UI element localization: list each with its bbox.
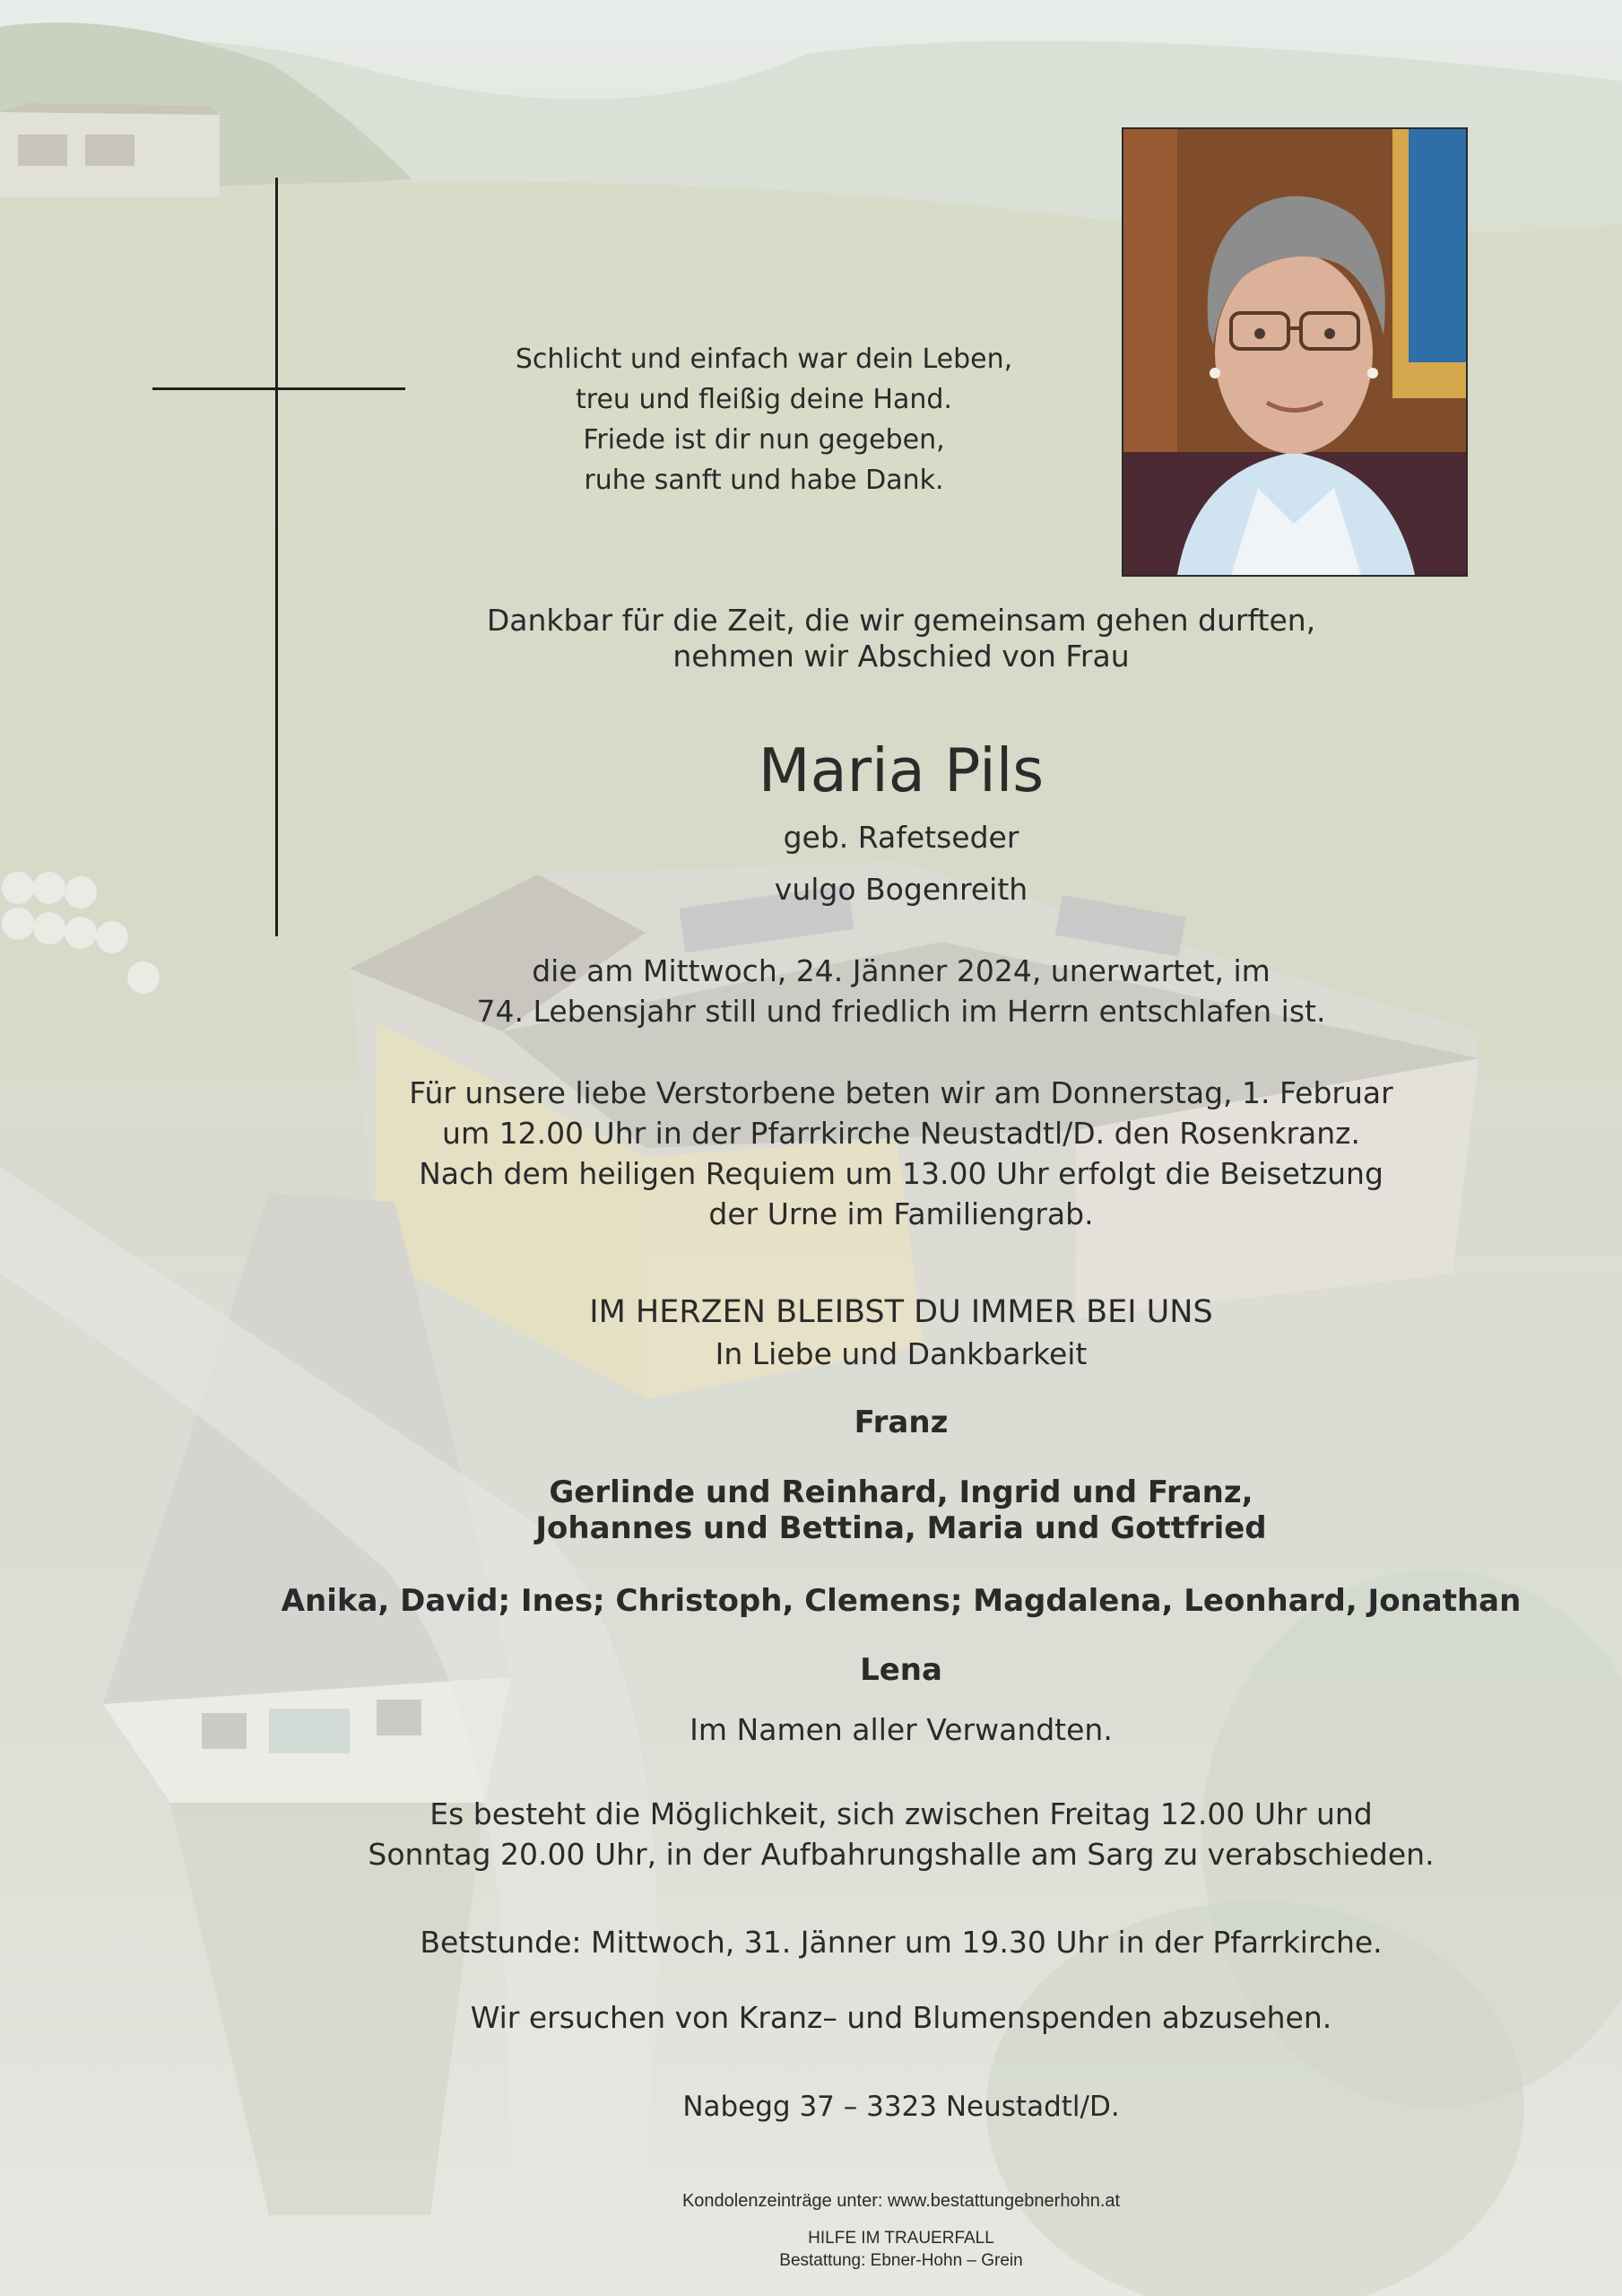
children-line: Gerlinde und Reinhard, Ingrid und Franz, [549, 1474, 1253, 1510]
prayer-hour: Betstunde: Mittwoch, 31. Jänner um 19.30 Uhr in der Pfarrkirche. [420, 1925, 1383, 1960]
great-grandchild-name: Lena [860, 1652, 942, 1688]
rites-line: Für unsere liebe Verstorbene beten wir am Donnerstag, 1. Februar [409, 1075, 1393, 1110]
family-address: Nabegg 37 – 3323 Neustadtl/D. [682, 2091, 1120, 2123]
viewing-line: Sonntag 20.00 Uhr, in der Aufbahrungshalle am Sarg zu verabschieden. [368, 1837, 1435, 1872]
flowers-note: Wir ersuchen von Kranz– und Blumenspenden abzusehen. [470, 2000, 1332, 2035]
farewell-intro [430, 603, 1372, 674]
house-name: vulgo Bogenreith [774, 872, 1028, 907]
condolence-link[interactable]: Kondolenzeinträge unter: www.bestattungebnerhohn.at [681, 2191, 1121, 2211]
love-line: In Liebe und Dankbarkeit [715, 1336, 1088, 1371]
relatives-line: Im Namen aller Verwandten. [690, 1712, 1113, 1747]
intro-line: nehmen wir Abschied von Frau [672, 639, 1130, 674]
grandchildren-names: Anika, David; Ines; Christoph, Clemens; Magdalena, Leonhard, Jonathan [281, 1583, 1522, 1619]
cross-vertical-bar [275, 178, 278, 936]
rites-line: der Urne im Familiengrab. [708, 1196, 1094, 1231]
viewing-line: Es besteht die Möglichkeit, sich zwischen Freitag 12.00 Uhr und [429, 1796, 1373, 1831]
poem-line: ruhe sanft und habe Dank. [584, 465, 944, 496]
funeral-help-title: HILFE IM TRAUERFALL [808, 2229, 994, 2248]
poem-line: treu und fleißig deine Hand. [576, 384, 952, 415]
poem-line: Schlicht und einfach war dein Leben, [515, 344, 1013, 375]
children-names [498, 1474, 1305, 1546]
maiden-name: geb. Rafetseder [783, 820, 1019, 855]
memorial-poem [495, 339, 1033, 500]
funeral-rites [395, 1073, 1408, 1234]
funeral-home: Bestattung: Ebner-Hohn – Grein [779, 2251, 1023, 2270]
poem-line: Friede ist dir nun gegeben, [583, 424, 945, 456]
portrait-illustration [1123, 129, 1466, 575]
memorial-motto: IM HERZEN BLEIBST DU IMMER BEI UNS [589, 1294, 1213, 1330]
viewing-info [359, 1794, 1444, 1874]
spouse-name: Franz [854, 1405, 949, 1440]
death-line: die am Mittwoch, 24. Jänner 2024, unerwartet, im [532, 953, 1271, 988]
deceased-name: Maria Pils [758, 735, 1045, 805]
cross-horizontal-bar [152, 387, 405, 390]
death-notice [412, 951, 1390, 1031]
rites-line: Nach dem heiligen Requiem um 13.00 Uhr erfolgt die Beisetzung [419, 1156, 1383, 1191]
portrait-photo [1122, 127, 1468, 577]
intro-line: Dankbar für die Zeit, die wir gemeinsam gehen durften, [486, 603, 1316, 638]
death-line: 74. Lebensjahr still und friedlich im Herrn entschlafen ist. [476, 994, 1326, 1029]
children-line: Johannes und Bettina, Maria und Gottfried [535, 1510, 1267, 1546]
rites-line: um 12.00 Uhr in der Pfarrkirche Neustadtl/D. den Rosenkranz. [442, 1116, 1360, 1151]
